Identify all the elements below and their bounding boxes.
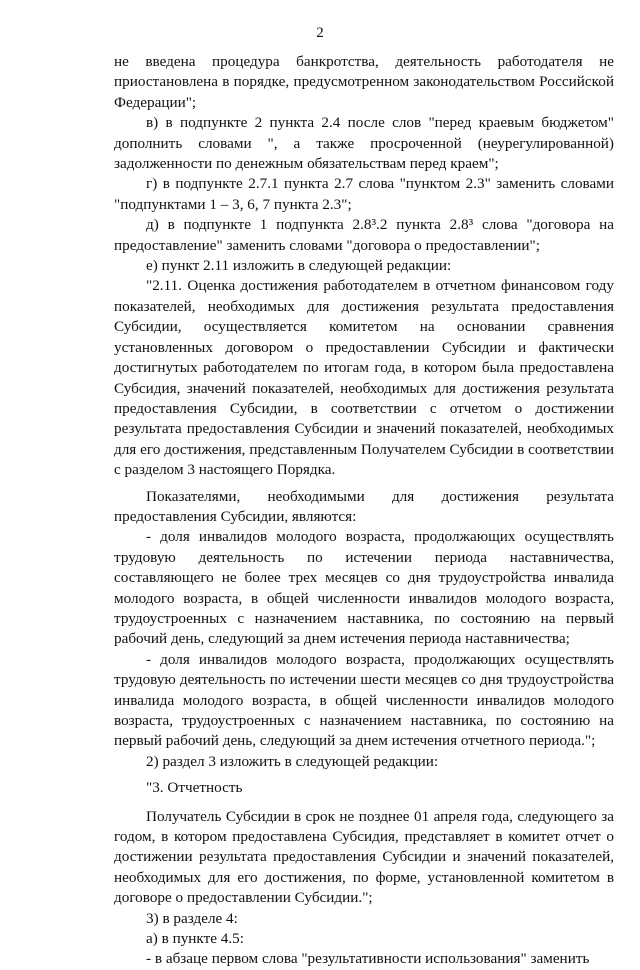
paragraph: Показателями, необходимыми для достижения результата предоставления Субсидии, являются: [114, 487, 614, 525]
paragraph: 2) раздел 3 изложить в следующей редакции: [146, 752, 439, 770]
paragraph: не введена процедура банкротства, деятельность работодателя не приостановлена в порядке, предусмотренном законодательством Российской Федерации"; [114, 53, 614, 111]
section-heading: "3. Отчетность [146, 779, 243, 797]
paragraph: а) в пункте 4.5: [146, 930, 244, 948]
page-number: 2 [316, 25, 324, 41]
list-item: - в абзаце первом слова "результативности использования" заменить [146, 950, 590, 968]
list-item: - доля инвалидов молодого возраста, продолжающих осуществлять трудовую деятельность по истечении шести месяцев со дня трудоустройства инвалида молодого возраста, в общей численности инвалидов молодого возраста, трудоустроенных с назначением наставника, по состоянию на первый рабочий день, следующий за днем истечения отчетного периода."; [114, 650, 614, 750]
paragraph: е) пункт 2.11 изложить в следующей редакции: [146, 257, 452, 275]
paragraph: Получатель Субсидии в срок не позднее 01 апреля года, следующего за годом, в котором предоставлена Субсидия, представляет в комитет отчет о достижении результата предоставления Субсидии и значений показателей, необходимых для его достижения, по форме, установленной комитетом в договоре о предоставлении Субсидии."; [114, 807, 614, 907]
paragraph: 3) в разделе 4: [146, 909, 238, 927]
document-body [114, 52, 614, 970]
paragraph: "2.11. Оценка достижения работодателем в отчетном финансовом году показателей, необходимых для достижения результата предоставления Субсидии, осуществляется комитетом на основании сравнения установленных договором о предоставлении Субсидии и фактически достигнутых работодателем по итогам года, в котором была предоставлена Субсидия, значений показателей, необходимых для достижения результата предоставления Субсидии, в соответствии с отчетом о достижении результата предоставления Субсидии и значений показателей, необходимых для его достижения, представленным Получателем Субсидии в соответствии с разделом 3 настоящего Порядка. [114, 277, 614, 479]
list-item: - доля инвалидов молодого возраста, продолжающих осуществлять трудовую деятельность по истечении периода наставничества, составляющего не более трех месяцев со дня трудоустройства инвалида молодого возраста, в общей численности инвалидов молодого возраста, трудоустроенных с назначением наставника, по состоянию на первый рабочий день, следующий за днем истечения периода наставничества; [114, 528, 614, 648]
paragraph: д) в подпункте 1 подпункта 2.8³.2 пункта 2.8³ слова "договора на предоставление" заменить словами "договора о предоставлении"; [114, 216, 614, 254]
paragraph: в) в подпункте 2 пункта 2.4 после слов "перед краевым бюджетом" дополнить словами ", а также просроченной (неурегулированной) задолженности по денежным обязательствам перед краем"; [114, 114, 614, 173]
paragraph: г) в подпункте 2.7.1 пункта 2.7 слова "пунктом 2.3" заменить словами "подпунктами 1 – 3, 6, 7 пункта 2.3"; [114, 175, 614, 213]
